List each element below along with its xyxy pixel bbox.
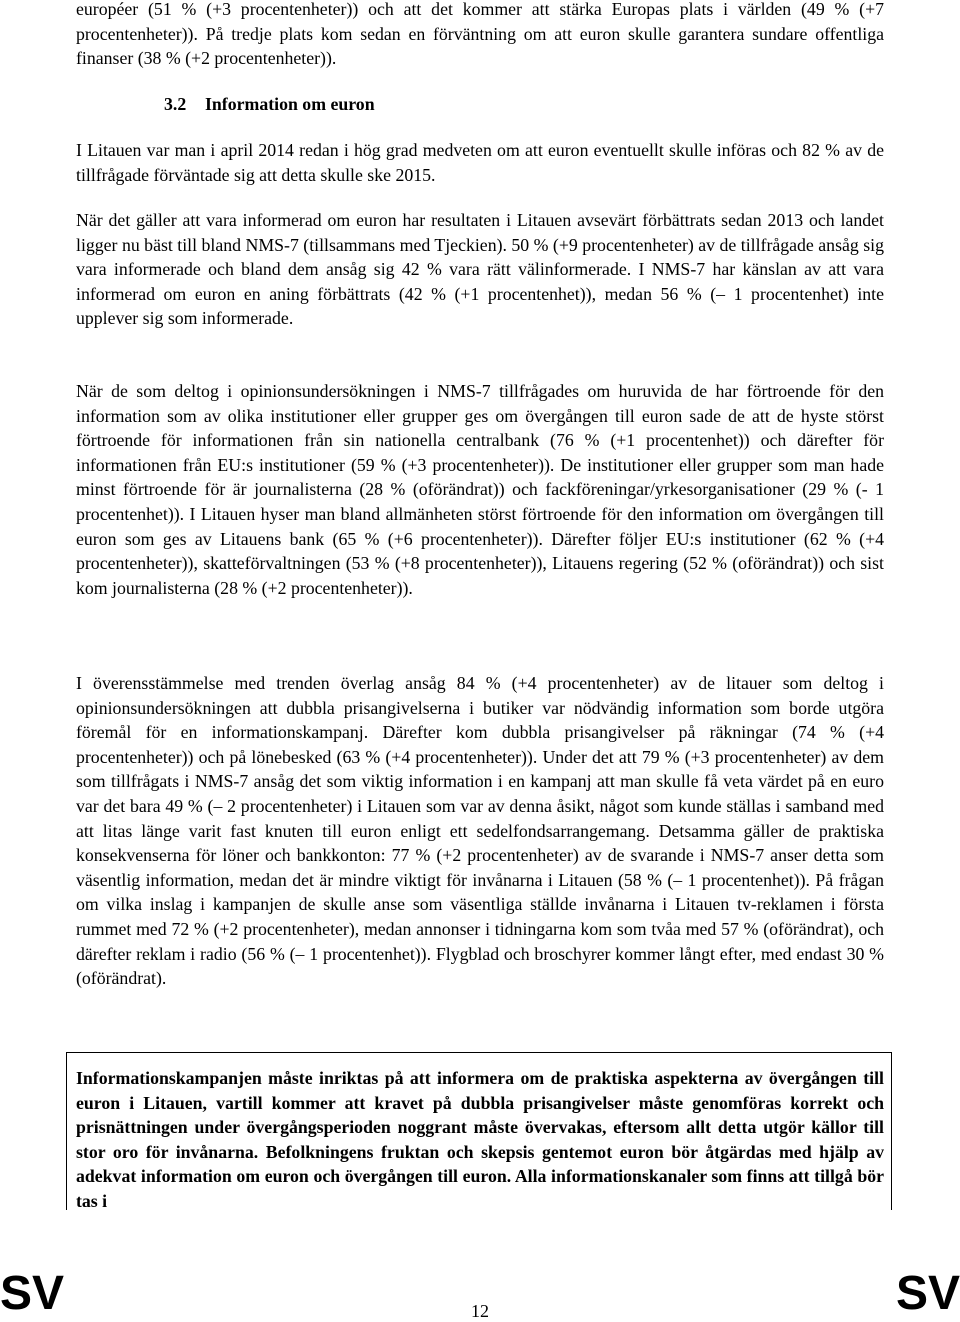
paragraph-awareness: I Litauen var man i april 2014 redan i hög grad medveten om att euron eventuellt skulle införas och 82 % av de tillfrågade förväntade sig att detta skulle ske 2015. [76, 140, 884, 185]
section-number: 3.2 [164, 94, 187, 114]
intro-paragraph: européer (51 % (+3 procentenheter)) och att det kommer att stärka Europas plats i världen (49 % (+7 procentenheter)). På tredje plats kom sedan en förväntning om att euron skulle garantera sundare offentliga finanser (38 % (+2 procentenheter)). [76, 0, 884, 69]
paragraph-informed: När det gäller att vara informerad om euron har resultaten i Litauen avsevärt förbättrats sedan 2013 och landet ligger nu bäst till bland NMS-7 (tillsammans med Tjeckien). 50 % (+9 procentenheter) av de tillfrågade ansåg sig vara informerade och bland dem ansåg sig 42 % vara rätt välinformerade. I NMS-7 har känslan av att vara informerad om euron en aning förbättrats (42 % (+1 procentenhet)), medan 56 % (– 1 procentenhet) inte upplever sig som informerade. [76, 210, 884, 329]
paragraph-trust: När de som deltog i opinionsundersökningen i NMS-7 tillfrågades om huruvida de har förtroende för den information som av olika institutioner eller grupper ges om övergången till euron sade de att de hyste störst förtroende för informationen från sin nationella centralbank (76 % (+1 procentenhet)) och därefter för informationen från EU:s institutioner (59 % (+3 procentenheter)). De institutioner eller grupper som man hade minst förtroende för är journalisterna (28 % (oförändrat)) och fackföreningar/yrkesorganisationer (29 % (- 1 procentenhet)). I Litauen hyser man bland allmänheten störst förtroende för den information om övergången till euron som ges av Litauens bank (65 % (+6 procentenheter)). Därefter följer EU:s institutioner (62 % (+4 procentenheter)), skatteförvaltningen (53 % (+8 procentenheter)), Litauens regering (52 % (oförändrat)) och sist kom journalisterna (28 % (+2 procentenheter)). [76, 381, 884, 598]
footer-language-left: SV [0, 1267, 65, 1320]
section-title: Information om euron [205, 94, 375, 114]
recommendation-text: Informationskampanjen måste inriktas på att informera om de praktiska aspekterna av övergången till euron i Litauen, vartill kommer att kravet på dubbla prisangivelser måste genomföras korrekt och prisnättningen under övergångsperioden noggrant måste övervakas, eftersom allt detta utgör källor till stor oro för invånarna. Befolkningens fruktan och skepsis gentemot euron bör åtgärdas med hjälp av adekvat information om euron och övergången till euron. Alla informationskanaler som finns att tillgå bör tas i [76, 1068, 884, 1210]
paragraph-dual-pricing: I överensstämmelse med trenden överlag ansåg 84 % (+4 procentenheter) av de litauer som deltog i opinionsundersökningen att dubbla prisangivelserna i butiker var nödvändig information som borde utgöra föremål för en informationskampanj. Därefter kom dubbla prisangivelser på räkningar (74 % (+4 procentenheter)) och på lönebesked (63 % (+4 procentenheter)). Under det att 79 % (+3 procentenheter) av dem som tillfrågats i NMS-7 ansåg det som viktig information i en kampanj att man skulle få veta värdet på en euro var det bara 49 % (– 2 procentenheter) i Litauen som var av denna åsikt, något som kunde ställas i samband med att litas länge varit fast knuten till euron enligt ett sedelfondsarrangemang. Detsamma gäller de praktiska konsekvenserna för löner och bankkonton: 77 % (+2 procentenheter) av de svarande i NMS-7 anser detta som väsentlig information, medan det är mindre viktigt för invånarna i Litauen (58 % (– 1 procentenhet)). På frågan om vilka inslag i kampanjen de skulle anse som väsentliga ställde invånarna i Litauen tv-reklamen i första rummet med 72 % (+2 procentenheter), medan annonser i tidningarna kom som tvåa med 57 % (oförändrat), och därefter reklam i radio (56 % (– 1 procentenhet)). Flygblad och broschyrer kommer långt efter, med endast 30 % (oförändrat). [76, 673, 884, 989]
page-number: 12 [471, 1301, 489, 1321]
recommendation-box [66, 1052, 892, 1210]
footer-language-right: SV [895, 1267, 960, 1320]
